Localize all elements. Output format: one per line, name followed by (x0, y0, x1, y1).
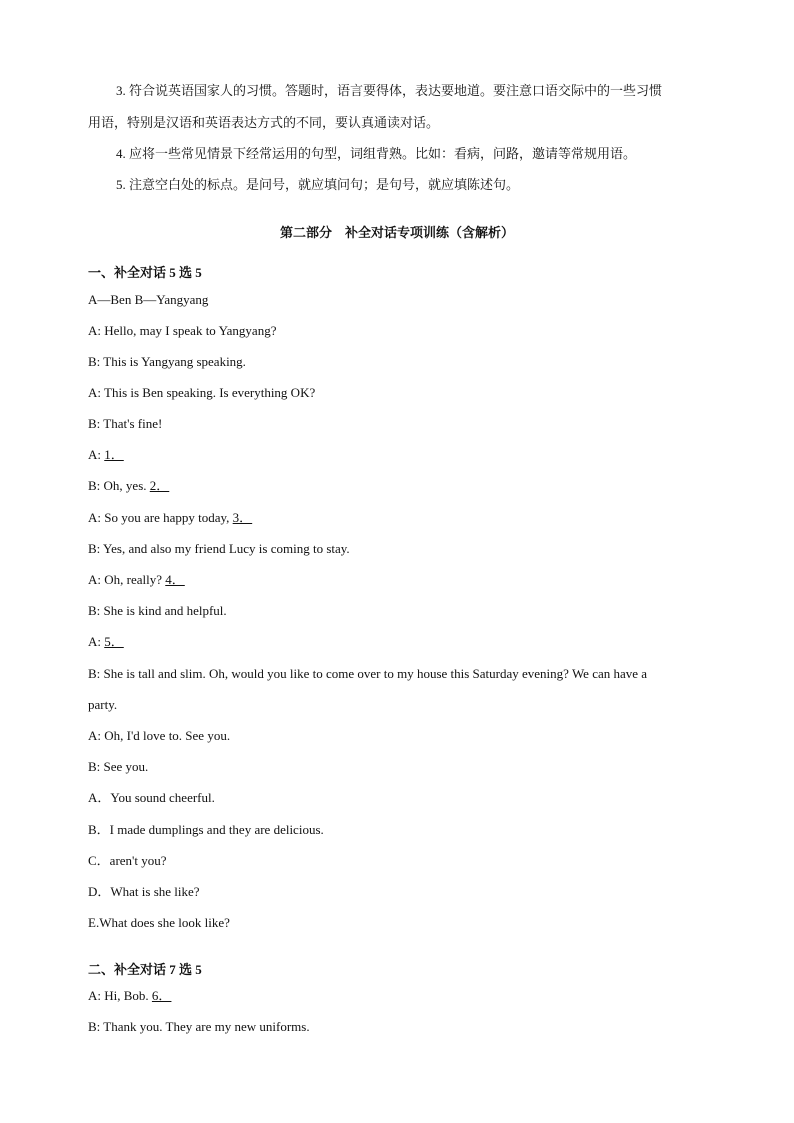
part-title: 第二部分 补全对话专项训练（含解析） (279, 225, 514, 240)
dialogue-line: A: So you are happy today, 3． (88, 510, 253, 525)
dialogue-line: B: See you. (88, 759, 149, 774)
section2-heading: 二、补全对话 7 选 5 (88, 962, 202, 977)
option-b: B．I made dumplings and they are delicious. (88, 822, 324, 837)
blank-2[interactable]: 2． (149, 478, 170, 493)
tip-line-5: 5. 注意空白处的标点。是问号，就应填问句；是句号，就应填陈述句。 (116, 177, 520, 192)
dialogue-line: A: This is Ben speaking. Is everything OK? (88, 385, 316, 400)
speakers-line: A—Ben B—Yangyang (88, 292, 209, 307)
dialogue-line: B: This is Yangyang speaking. (88, 354, 246, 369)
dialogue-line: A: Oh, really? 4． (88, 572, 185, 587)
tip-line-3: 3. 符合说英语国家人的习惯。答题时，语言要得体，表达要地道。要注意口语交际中的一些习惯 (116, 83, 663, 98)
dialogue-line: A: 1． (88, 447, 124, 462)
tip-line-3-cont: 用语，特别是汉语和英语表达方式的不同，要认真通读对话。 (88, 115, 440, 130)
option-a: A．You sound cheerful. (88, 790, 215, 805)
option-e: E.What does she look like? (88, 915, 230, 930)
tip-line-4: 4. 应将一些常见情景下经常运用的句型，词组背熟。比如：看病，问路，邀请等常规用语。 (116, 146, 637, 161)
blank-1[interactable]: 1． (104, 447, 124, 462)
dialogue-line: B: That's fine! (88, 416, 163, 431)
dialogue-line: A: 5． (88, 634, 124, 649)
dialogue-line: B: She is tall and slim. Oh, would you like to come over to my house this Saturday evening? We can have a (88, 666, 648, 681)
dialogue-line: A: Hi, Bob. 6． (88, 988, 172, 1003)
dialogue-line: A: Hello, may I speak to Yangyang? (88, 323, 277, 338)
blank-4[interactable]: 4． (165, 572, 185, 587)
blank-5[interactable]: 5． (104, 634, 124, 649)
blank-6[interactable]: 6． (151, 988, 172, 1003)
dialogue-line: B: Oh, yes. 2． (88, 478, 170, 493)
dialogue-line: B: Yes, and also my friend Lucy is coming to stay. (88, 541, 350, 556)
blank-3[interactable]: 3． (232, 510, 253, 525)
dialogue-line: B: Thank you. They are my new uniforms. (88, 1019, 310, 1034)
option-c: C．aren't you? (88, 853, 167, 868)
dialogue-line: A: Oh, I'd love to. See you. (88, 728, 231, 743)
option-d: D．What is she like? (88, 884, 200, 899)
dialogue-line: B: She is kind and helpful. (88, 603, 227, 618)
dialogue-line: party. (88, 697, 118, 712)
section1-heading: 一、补全对话 5 选 5 (88, 265, 202, 280)
